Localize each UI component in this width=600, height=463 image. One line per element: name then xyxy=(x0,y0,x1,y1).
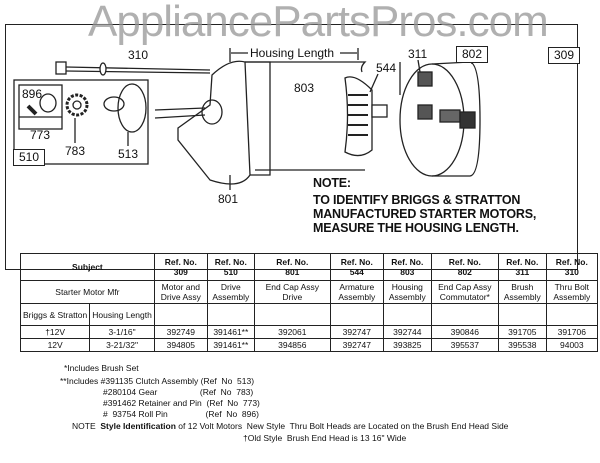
description-row xyxy=(21,281,598,304)
end-cap-drive-part xyxy=(178,61,250,184)
part-number-cell: 392744 xyxy=(383,326,431,339)
callout-802: 802 xyxy=(456,46,488,63)
length-cell: 3-1/16" xyxy=(90,326,155,339)
part-number-cell: 394805 xyxy=(154,339,207,352)
callout-510: 510 xyxy=(13,149,45,166)
part-number-cell: 392747 xyxy=(330,339,383,352)
part-number-cell: 391706 xyxy=(546,326,597,339)
part-number-cell: 393825 xyxy=(383,339,431,352)
part-number-cell: 395537 xyxy=(431,339,498,352)
part-number-cell: 391705 xyxy=(498,326,546,339)
desc-cell: Housing Assembly xyxy=(383,281,431,304)
note-line: MEASURE THE HOUSING LENGTH. xyxy=(313,221,519,235)
armature-part xyxy=(345,77,372,156)
subheader-row xyxy=(21,304,598,326)
part-number-cell: 392747 xyxy=(330,326,383,339)
ref-802: Ref. No. 802 xyxy=(431,254,498,281)
desc-cell: End Cap Assy Drive xyxy=(254,281,330,304)
footnote-includes: **Includes #391135 Clutch Assembly (Ref No 513) xyxy=(60,376,255,386)
voltage-cell: 12V xyxy=(21,339,90,352)
mfr-header: Starter Motor Mfr xyxy=(21,281,155,304)
style-note: NOTE Style Identification of 12 Volt Motors New Style Thru Bolt Heads are Located on the Brush End Head Side xyxy=(72,421,509,431)
note-line: MANUFACTURED STARTER MOTORS, xyxy=(313,207,537,221)
parts-table xyxy=(20,253,598,352)
callout-801: 801 xyxy=(218,192,239,206)
footnote-item: #280104 Gear (Ref No 783) xyxy=(103,387,254,397)
part-number-cell: 390846 xyxy=(431,326,498,339)
style-note-line2: †Old Style Brush End Head is 13 16" Wide xyxy=(243,433,407,443)
footnote-item: #391462 Retainer and Pin (Ref No 773) xyxy=(103,398,260,408)
footnote-item: # 93754 Roll Pin (Ref No 896) xyxy=(103,409,259,419)
callout-773: 773 xyxy=(30,128,51,142)
housing-length-header: Housing Length xyxy=(90,304,155,326)
note-line: TO IDENTIFY BRIGGS & STRATTON xyxy=(313,193,521,207)
footnote-brush-set: *Includes Brush Set xyxy=(64,363,139,373)
callout-803: 803 xyxy=(294,81,315,95)
frame-ref-label: 309 xyxy=(548,47,580,64)
ref-309: Ref. No. 309 xyxy=(154,254,207,281)
part-number-cell: 394856 xyxy=(254,339,330,352)
desc-cell: Motor and Drive Assy xyxy=(154,281,207,304)
callout-896: 896 xyxy=(22,87,43,101)
subject-header: Subject xyxy=(21,254,155,281)
desc-cell: Armature Assembly xyxy=(330,281,383,304)
length-cell: 3-21/32" xyxy=(90,339,155,352)
ref-803: Ref. No. 803 xyxy=(383,254,431,281)
ref-310: Ref. No. 310 xyxy=(546,254,597,281)
ref-header-row xyxy=(21,254,598,281)
housing-length-label: Housing Length xyxy=(250,46,335,60)
table-row xyxy=(21,339,598,352)
callout-310: 310 xyxy=(128,48,149,62)
watermark: AppliancePartsPros.com xyxy=(88,0,548,46)
part-number-cell: 392749 xyxy=(154,326,207,339)
part-number-cell: 392061 xyxy=(254,326,330,339)
desc-cell: Brush Assembly xyxy=(498,281,546,304)
thru-bolt-part xyxy=(56,62,210,75)
part-number-cell: 391461** xyxy=(207,326,254,339)
ref-311: Ref. No. 311 xyxy=(498,254,546,281)
diagram-note xyxy=(313,176,536,235)
desc-cell: Drive Assembly xyxy=(207,281,254,304)
callout-783: 783 xyxy=(65,144,86,158)
ref-801: Ref. No. 801 xyxy=(254,254,330,281)
housing-part xyxy=(245,62,365,72)
part-number-cell: 391461** xyxy=(207,339,254,352)
ref-510: Ref. No. 510 xyxy=(207,254,254,281)
callout-513: 513 xyxy=(118,147,139,161)
briggs-stratton-header: Briggs & Stratton xyxy=(21,304,90,326)
part-number-cell: 395538 xyxy=(498,339,546,352)
voltage-cell: †12V xyxy=(21,326,90,339)
table-row xyxy=(21,326,598,339)
callout-311: 311 xyxy=(408,47,428,61)
callout-544: 544 xyxy=(376,61,397,75)
part-number-cell: 94003 xyxy=(546,339,597,352)
desc-cell: Thru Bolt Assembly xyxy=(546,281,597,304)
note-title: NOTE: xyxy=(313,176,351,190)
ref-544: Ref. No. 544 xyxy=(330,254,383,281)
desc-cell: End Cap Assy Commutator* xyxy=(431,281,498,304)
